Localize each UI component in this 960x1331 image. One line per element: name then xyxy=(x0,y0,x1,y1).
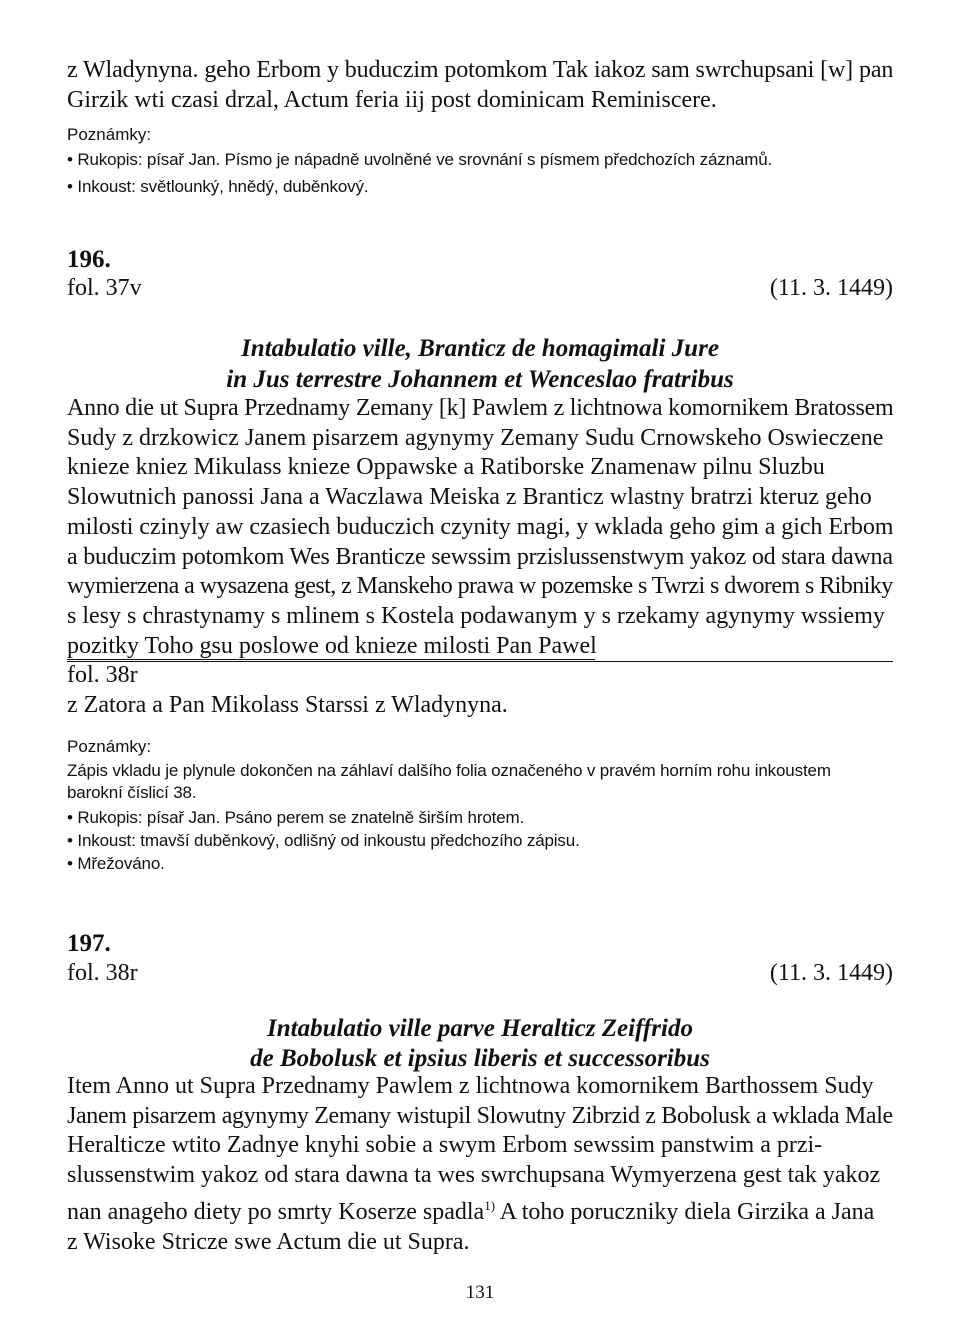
note-item: • Mřežováno. xyxy=(67,854,165,873)
text-line: Anno die ut Supra Przednamy Zemany [k] Pawlem z lichtnowa komornikem Bratossem xyxy=(67,395,894,421)
notes-label: Poznámky: xyxy=(67,737,152,756)
folio-break-rule xyxy=(67,659,595,660)
text-line: Girzik wti czasi drzal, Actum feria iij post dominicam Reminiscere. xyxy=(67,86,717,113)
entry-number: 197. xyxy=(67,930,111,957)
entry-date: (11. 3. 1449) xyxy=(769,275,893,301)
footnote-marker: 1) xyxy=(484,1197,496,1213)
text-line: slussenstwim yakoz od stara dawna ta wes swrchupsana Wymyerzena gest tak yakoz xyxy=(67,1162,881,1189)
text-line: z Wisoke Stricze swe Actum die ut Supra. xyxy=(67,1228,470,1255)
note-item: Zápis vkladu je plynule dokončen na záhlaví dalšího folia označeného v pravém horním rohu inkoustem xyxy=(67,761,831,780)
text-line: s lesy s chrastynamy s mlinem s Kostela podawanym y s rzekamy agynymy wssiemy xyxy=(67,602,885,629)
text-line: Sudy z drzkowicz Janem pisarzem agynymy Zemany Sudu Crnowskeho Oswieczene xyxy=(67,424,884,451)
text-line xyxy=(67,1191,893,1228)
text-line: z Wladynyna. geho Erbom y buduczim potomkom Tak iakoz sam swrchupsani [w] pan xyxy=(67,57,894,83)
entry-number: 196. xyxy=(67,246,111,273)
text-line: a buduczim potomkom Wes Branticze sewssim przislussenstwym yakoz od stara dawna xyxy=(67,543,893,570)
entry-title: Intabulatio ville parve Heralticz Zeiffrido xyxy=(267,1015,693,1042)
note-item: barokní číslicí 38. xyxy=(67,783,197,802)
text-segment: A toho poruczniky diela Girzika a Jana xyxy=(495,1198,875,1225)
note-item: • Inkoust: světlounký, hnědý, duběnkový. xyxy=(67,177,369,196)
text-line: knieze kniez Mikulass knieze Oppawske a Ratiborske Znamenaw pilnu Sluzbu xyxy=(67,454,825,481)
folio-label: fol. 38r xyxy=(67,960,138,986)
note-item: • Inkoust: tmavší duběnkový, odlišný od inkoustu předchozího zápisu. xyxy=(67,831,580,850)
note-item: • Rukopis: písař Jan. Písmo je nápadně uvolněné ve srovnání s písmem předchozích záznamů. xyxy=(67,150,773,169)
folio-break-rule xyxy=(67,661,893,662)
text-line: pozitky Toho gsu poslowe od knieze milosti Pan Pawel xyxy=(67,632,597,659)
text-line: wymierzena a wysazena gest, z Manskeho prawa w pozemske s Twrzi s dworem s Ribniky xyxy=(67,573,893,600)
note-item: • Rukopis: písař Jan. Psáno perem se znatelně širším hrotem. xyxy=(67,808,525,827)
page-number: 131 xyxy=(465,1282,495,1303)
text-line: Slowutnich panossi Jana a Waczlawa Meiska z Branticz wlastny bratrzi kteruz geho xyxy=(67,484,872,511)
entry-date: (11. 3. 1449) xyxy=(769,960,893,986)
text-line: Item Anno ut Supra Przednamy Pawlem z lichtnowa komornikem Barthossem Sudy xyxy=(67,1073,874,1099)
text-segment: nan anageho diety po smrty Koserze spadla xyxy=(67,1198,485,1225)
text-line: milosti czinyly aw czasiech buduczich czynity magi, y wklada geho gim a gich Erbom xyxy=(67,513,894,540)
notes-label: Poznámky: xyxy=(67,125,152,144)
entry-body xyxy=(67,394,893,661)
entry-title: in Jus terrestre Johannem et Wenceslao fratribus xyxy=(226,366,734,393)
text-line: z Zatora a Pan Mikolass Starssi z Wladynyna. xyxy=(67,692,508,718)
entry-title: Intabulatio ville, Branticz de homagimali Jure xyxy=(241,335,719,362)
folio-label: fol. 38r xyxy=(67,662,138,688)
text-line: Heralticze wtito Zadnye knyhi sobie a swym Erbom sewssim panstwim a przi- xyxy=(67,1132,823,1159)
continuation-paragraph xyxy=(67,56,893,115)
entry-body xyxy=(67,1072,893,1257)
text-line: Janem pisarzem agynymy Zemany wistupil Slowutny Zibrzid z Bobolusk a wklada Male xyxy=(67,1102,893,1129)
entry-title: de Bobolusk et ipsius liberis et successoribus xyxy=(250,1045,710,1072)
folio-label: fol. 37v xyxy=(67,275,142,301)
